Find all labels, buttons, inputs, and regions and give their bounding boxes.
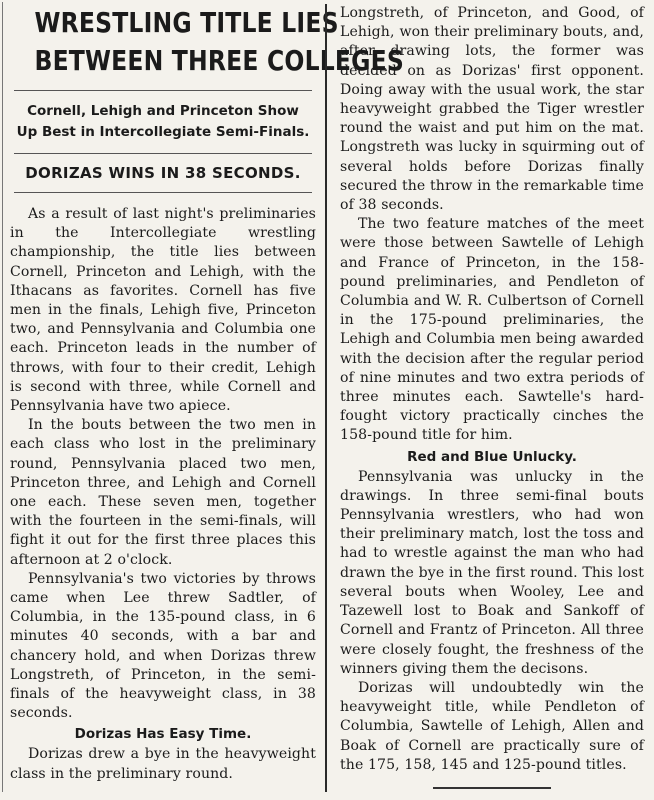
headline-line-2: BETWEEN THREE COLLEGES: [34, 44, 404, 77]
subhead-rule: [14, 153, 312, 154]
right-column: [332, 4, 648, 792]
paragraph-feature-matches: The two feature matches of the meet were those between Sawtelle of Lehigh and France of Princeton, in the 158-pound preliminaries, and Pendleton of Columbia and W. R. Culbertson of Cornell in the 175-pound preliminaries, the Lehigh and Columbia men being awarded with the decision after the regular period of nine minutes and two extra periods of three minutes each. Sawtelle's hard-fought victory practically cinches the 158-pound title for him.: [340, 216, 644, 444]
paragraph-intro: As a result of last night's preliminaries in the Intercollegiate wrestling championship, the title lies between Cornell, Princeton and Lehigh, with the Ithacans as favorites. Cornell has five men in the finals, Lehigh five, Princeton two, and Pennsylvania and Columbia one each. Princeton leads in the number of throws, with four to their credit, Lehigh is second with three, while Cornell and Pennsylvania have two apiece.: [10, 206, 316, 415]
crosshead-red-and-blue-unlucky: Red and Blue Unlucky.: [407, 448, 577, 465]
headline-rule: [14, 90, 312, 91]
deck-headline: DORIZAS WINS IN 38 SECONDS.: [25, 164, 301, 182]
paragraph-dorizas-bye: Dorizas drew a bye in the heavyweight class in the preliminary round.: [10, 746, 316, 782]
deck-rule: [14, 192, 312, 193]
paragraph-losers-bouts: In the bouts between the two men in each class who lost in the preliminary round, Pennsylvania placed two men, Princeton three, and Lehigh and Cornell one each. These seven men, together with the fourteen in the semi-finals, will fight it out for the first three places this afternoon at 2 o'clock.: [10, 417, 316, 568]
headline-line-1: WRESTLING TITLE LIES: [34, 6, 339, 39]
left-border-rule: [2, 2, 3, 792]
paragraph-penn-unlucky: Pennsylvania was unlucky in the drawings. In three semi-final bouts Pennsylvania wrestlers, who had won their preliminary match, lost the toss and had to wrestle against the man who had drawn the bye in the first round. This lost several bouts when Wooley, Lee and Tazewell lost to Boak and Sankoff of Cornell and Frantz of Princeton. All three were closely fought, the freshness of the winners giving them the decisons.: [340, 468, 644, 677]
left-column: [4, 4, 404, 792]
end-rule: [433, 787, 551, 789]
subheadline: Cornell, Lehigh and Princeton Show Up Best in Intercollegiate Semi-Finals.: [16, 103, 310, 140]
paragraph-penn-throws: Pennsylvania's two victories by throws came when Lee threw Sadtler, of Columbia, in the 135-pound class, in 6 minutes 40 seconds, with a bar and chancery hold, and when Dorizas threw Longstreth, of Princeton, in the semi-finals of the heavyweight class, in 38 seconds.: [10, 570, 316, 722]
crosshead-dorizas-easy-time: Dorizas Has Easy Time.: [74, 726, 252, 743]
paragraph-continuation: Longstreth, of Princeton, and Good, of Lehigh, won their preliminary bouts, and, after drawing lots, the former was decided on as Dorizas' first opponent. Doing away with the usual work, the star heavyweight grabbed the Tiger wrestler round the waist and put him on the mat. Longstreth was lucky in squirming out of several holds before Dorizas finally secured the throw in the remarkable time of 38 seconds.: [340, 5, 644, 214]
column-divider: [325, 4, 327, 792]
paragraph-predictions: Dorizas will undoubtedly win the heavyweight title, while Pendleton of Columbia, Sawtelle of Lehigh, Allen and Boak of Cornell are practically sure of the 175, 158, 145 and 125-pound titles.: [340, 679, 644, 773]
